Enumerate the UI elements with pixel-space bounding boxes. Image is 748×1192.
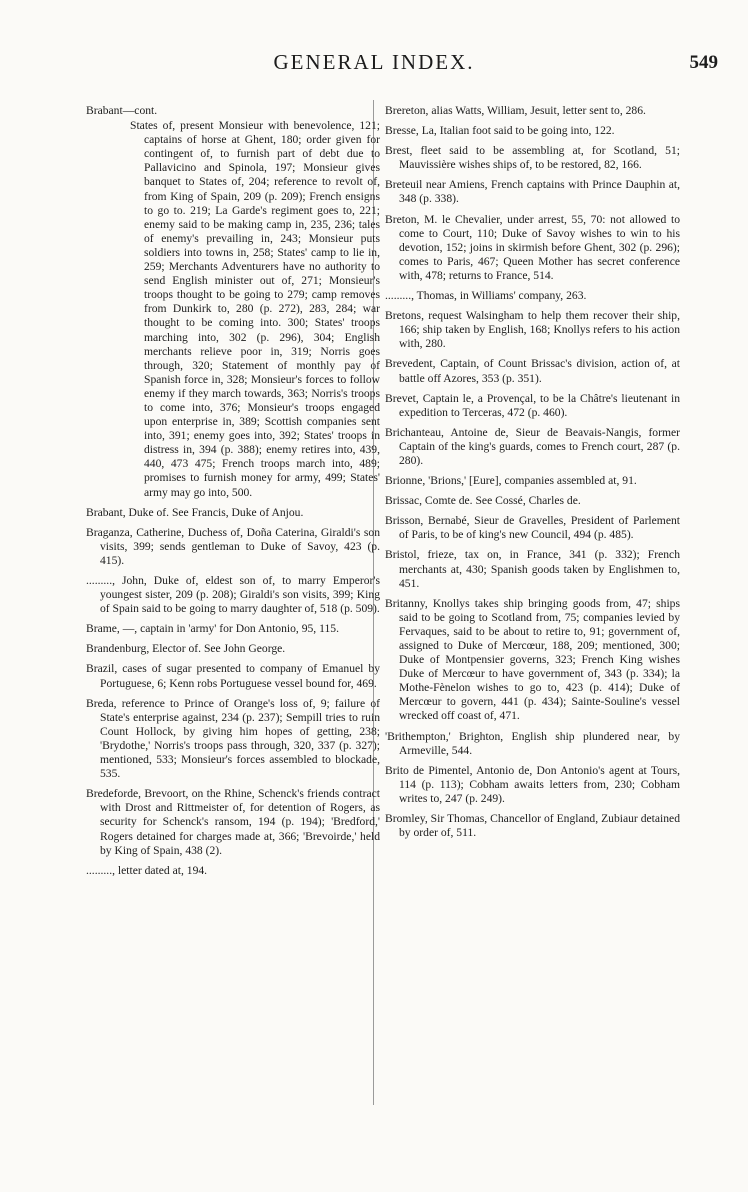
index-entry-brito: Brito de Pimentel, Antonio de, Don Antonio's agent at Tours, 114 (p. 113); Cobham awaits letters from, 230; Cobham writes to, 247 (p. 249).: [385, 763, 680, 805]
page-title: GENERAL INDEX.: [273, 50, 475, 74]
index-entry-breda: Breda, reference to Prince of Orange's loss of, 9; failure of State's enterprise against, 234 (p. 237); Sempill tries to ruin Count Hollock, by giving him hopes of getting, 238; 'Brydothe,' Norris's troops pass through, 320, 337 (p. 327); mentioned, 533; Monsieur's forces assembled to blockade, 535.: [86, 696, 380, 781]
index-entry-brabant-cont-head: Brabant—cont.: [86, 104, 158, 117]
index-entry-breton-chevalier: Breton, M. le Chevalier, under arrest, 55, 70: not allowed to come to Court, 110; Duke of Savoy wishes to win to his devotion, 152; joins in skirmish before Ghent, 302 (p. 296); comes to Paris, 467; Queen Mother has secret conference with, 478; returns to France, 514.: [385, 212, 680, 282]
index-entry-brithempton: 'Brithempton,' Brighton, English ship plundered near, by Armeville, 544.: [385, 729, 680, 757]
index-entry-bredeforde-letter: ........., letter dated at, 194.: [86, 863, 208, 877]
index-entry-brissac: Brissac, Comte de. See Cossé, Charles de.: [385, 494, 581, 508]
index-entry-brevet: Brevet, Captain le, a Provençal, to be la Châtre's lieutenant in expedition to Terceras, 472 (p. 460).: [385, 391, 680, 419]
index-entry-bredeforde: Bredeforde, Brevoort, on the Rhine, Schenck's friends contract with Drost and Rittmeister of, for detention of Rogers, as security for Schenck's ransom, 194 (p. 194); 'Bredford,' Rogers detained for charges made at, 366; 'Brevoirde,' held by King of Spain, 438 (2).: [86, 787, 380, 857]
index-entry-brichanteau: Brichanteau, Antoine de, Sieur de Beavais-Nangis, former Captain of the king's guards, comes to French court, 287 (p. 280).: [385, 425, 680, 467]
index-entry-bristol: Bristol, frieze, tax on, in France, 341 (p. 332); French merchants at, 430; Spanish goods taken by Englishmen to, 451.: [385, 548, 680, 590]
index-entry-bromley: Bromley, Sir Thomas, Chancellor of England, Zubiaur detained by order of, 511.: [385, 812, 680, 840]
index-entry-brest: Brest, fleet said to be assembling at, for Scotland, 51; Mauvissière wishes ships of, to be restored, 82, 166.: [385, 144, 680, 172]
page-number: 549: [689, 52, 718, 73]
index-entry-brabant-states: States of, present Monsieur with benevolence, 121; captains of horse at Ghent, 180; order given for contingent of, to furnish part of debt due to Pallavicino and Spinola, 197; Monsieur gives banquet to States of, 204; reference to revolt of, from King of Spain, 209 (p. 209); French ensigns to go to. 219; La Garde's regiment goes to, 221; enemy said to be making camp in, 235, 236; tales of enemy's prevailing in, 243; Monsieur puts soldiers into towns in, 258; States' camp to lie in, 259; Merchants Adventurers have no authority to send English minister out of, 271; Monsieur's troops thought to be going to 279; camp removes from Dunkirk to, 280 (p. 272), 283, 284; war thought to be coming into. 300; States' troops marching into, 302 (p. 296), 304; English merchants relieve poor in, 319; Norris goes through, 320; Statement of monthly pay of Spanish force in, 328; Monsieur's forces to follow enemy if they march towards, 363; Norris's troops to come into, 376; Monsieur's troops engaged upon enterprise in, 389; Scottish companies sent into, 391; enemy goes into, 392; States' troops in distress in, 394 (p. 388); enemy retires into, 439, 440, 473 475; French troops march into, 489; promises to furnish money for army, 499; States' army may go into, 500.: [130, 119, 380, 499]
index-entry-brevedent: Brevedent, Captain, of Count Brissac's division, action of, at battle off Azores, 353 (p. 351).: [385, 357, 680, 385]
index-entry-brereton: Brereton, alias Watts, William, Jesuit, letter sent to, 286.: [385, 104, 646, 117]
index-entry-brisson: Brisson, Bernabé, Sieur de Gravelles, President of Parlement of Paris, to be of king's new Council, 494 (p. 485).: [385, 514, 680, 542]
index-column-right: [385, 104, 680, 846]
index-entry-bretons: Bretons, request Walsingham to help them recover their ship, 166; ship taken by English, 168; Knollys refers to his action with, 280.: [385, 309, 680, 351]
index-entry-brionne: Brionne, 'Brions,' [Eure], companies assembled at, 91.: [385, 474, 637, 488]
index-column-left: [86, 104, 380, 884]
index-entry-braganza-catherine: Braganza, Catherine, Duchess of, Doña Caterina, Giraldi's son visits, 399; sends gentleman to Duke of Savoy, 423 (p. 415).: [86, 525, 380, 567]
index-entry-bresse: Bresse, La, Italian foot said to be going into, 122.: [385, 124, 615, 138]
index-entry-breteuil: Breteuil near Amiens, French captains with Prince Dauphin at, 348 (p. 338).: [385, 178, 680, 206]
index-entry-brabant-duke: Brabant, Duke of. See Francis, Duke of Anjou.: [86, 505, 304, 519]
index-entry-braganza-john: ........., John, Duke of, eldest son of, to marry Emperor's youngest sister, 209 (p. 208); Giraldi's son visits, 399; King of Spain said to be going to marry daughter of, 518 (p. 509).: [86, 574, 380, 616]
index-entry-breton-thomas: ........., Thomas, in Williams' company, 263.: [385, 289, 587, 303]
index-entry-brandenburg: Brandenburg, Elector of. See John George.: [86, 642, 286, 656]
index-entry-brazil: Brazil, cases of sugar presented to company of Emanuel by Portuguese, 6; Kenn robs Portuguese vessel bound for, 469.: [86, 662, 380, 690]
index-entry-brame: Brame, —, captain in 'army' for Don Antonio, 95, 115.: [86, 622, 339, 636]
index-entry-britanny: Britanny, Knollys takes ship bringing goods from, 47; ships said to be going to Scotland from, 75; companies levied by Fervaques, said to be about to retire to, 91; government of, assigned to Duke of Mercœur, 188, 209; mentioned, 300; Duke of Montpensier governs, 323; French King wishes Duke of Mercœur to have government of, 343 (p. 334); la Mothe-Fènelon wishes to go to, 423 (p. 414); Duke of Mercœur to govern, 441 (p. 434); Sainte-Souline's vessel wrecked off coast of, 471.: [385, 596, 680, 723]
page-header: [0, 50, 748, 80]
